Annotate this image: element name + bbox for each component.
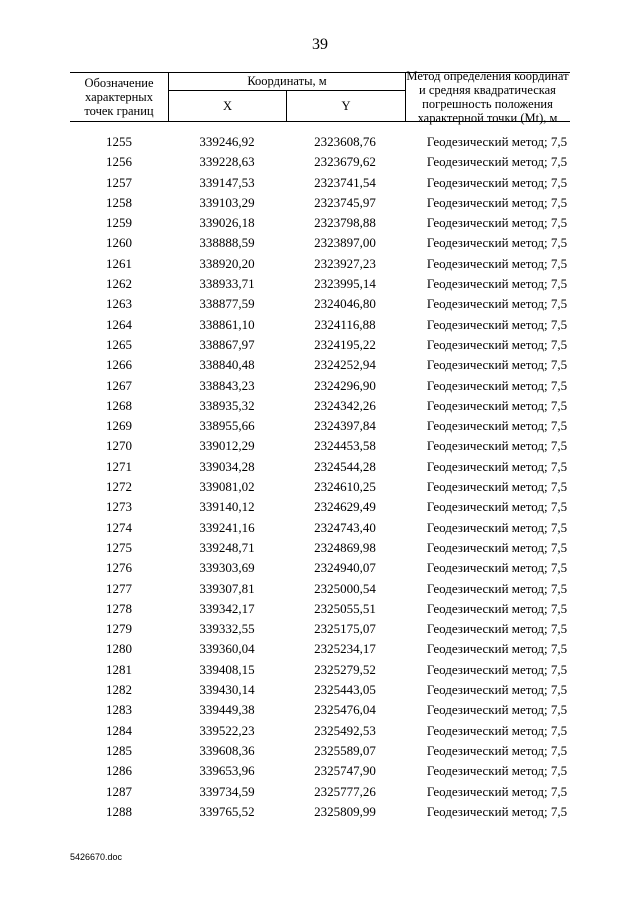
- header-designation: Обозначение характерных точек границ: [84, 76, 154, 118]
- header-coordinates: [168, 73, 406, 121]
- coord-x: 338955,66: [199, 418, 255, 434]
- method-cell: Геодезический метод; 7,5: [426, 600, 568, 616]
- method-cell: Геодезический метод; 7,5: [426, 154, 568, 170]
- table-row: [70, 376, 570, 396]
- method-cell: Геодезический метод; 7,5: [426, 803, 568, 819]
- coord-y: 2324296,90: [314, 377, 376, 393]
- point-id: 1256: [106, 154, 132, 170]
- method-cell: Геодезический метод; 7,5: [426, 560, 568, 576]
- table-row: [70, 355, 570, 375]
- method-cell: Геодезический метод; 7,5: [426, 722, 568, 738]
- table-row: [70, 680, 570, 700]
- coord-x: 339408,15: [199, 661, 255, 677]
- method-cell: Геодезический метод; 7,5: [426, 296, 568, 312]
- point-id: 1269: [106, 418, 132, 434]
- coord-x: 339342,17: [199, 600, 255, 616]
- coord-y: 2323608,76: [314, 134, 376, 149]
- header-x: X: [169, 91, 287, 121]
- coord-x: 339734,59: [199, 783, 255, 799]
- point-id: 1281: [106, 661, 132, 677]
- table-row: [70, 761, 570, 781]
- point-id: 1282: [106, 682, 132, 698]
- method-cell: Геодезический метод; 7,5: [426, 174, 568, 190]
- coord-y: 2325055,51: [314, 600, 376, 616]
- coord-y: 2323897,00: [314, 235, 376, 251]
- coord-y: 2325777,26: [314, 783, 376, 799]
- coord-y: 2325175,07: [314, 621, 376, 637]
- table-row: [70, 660, 570, 680]
- page-number: 39: [312, 36, 328, 53]
- coord-x: 339081,02: [199, 479, 255, 495]
- method-cell: Геодезический метод; 7,5: [426, 783, 568, 799]
- point-id: 1285: [106, 742, 132, 758]
- table-row: [70, 436, 570, 456]
- method-cell: Геодезический метод; 7,5: [426, 276, 568, 292]
- point-id: 1273: [106, 499, 132, 515]
- coord-x: 338867,97: [199, 336, 255, 352]
- point-id: 1288: [106, 803, 132, 819]
- table-row: [70, 152, 570, 172]
- coord-y: 2324453,58: [314, 438, 376, 454]
- header-coordinates-title: Координаты, м: [169, 73, 405, 91]
- coord-y: 2325234,17: [314, 641, 376, 657]
- method-cell: Геодезический метод; 7,5: [426, 357, 568, 373]
- coord-y: 2324397,84: [314, 418, 376, 434]
- coord-y: 2323741,54: [314, 174, 376, 190]
- table-row: [70, 416, 570, 436]
- coord-x: 338935,32: [199, 397, 255, 413]
- point-id: 1274: [106, 519, 132, 535]
- point-id: 1276: [106, 560, 132, 576]
- table-row: [70, 782, 570, 802]
- point-id: 1264: [106, 316, 132, 332]
- table-body: [70, 132, 570, 822]
- coord-y: 2325279,52: [314, 661, 376, 677]
- coord-y: 2325589,07: [314, 742, 376, 758]
- table-row: [70, 294, 570, 314]
- method-cell: Геодезический метод; 7,5: [426, 336, 568, 352]
- coord-y: 2323995,14: [314, 276, 376, 292]
- coord-x: 339034,28: [199, 458, 255, 474]
- coord-x: 339430,14: [199, 682, 255, 698]
- coord-x: 339246,92: [199, 134, 255, 149]
- coord-x: 338888,59: [199, 235, 255, 251]
- point-id: 1279: [106, 621, 132, 637]
- table-row: [70, 802, 570, 822]
- table-row: [70, 132, 570, 152]
- point-id: 1266: [106, 357, 132, 373]
- method-cell: Геодезический метод; 7,5: [426, 621, 568, 637]
- table-row: [70, 477, 570, 497]
- method-cell: Геодезический метод; 7,5: [426, 763, 568, 779]
- coord-y: 2324629,49: [314, 499, 376, 515]
- point-id: 1260: [106, 235, 132, 251]
- coord-x: 338877,59: [199, 296, 255, 312]
- point-id: 1265: [106, 336, 132, 352]
- table-row: [70, 193, 570, 213]
- coord-x: 338920,20: [199, 255, 255, 271]
- method-cell: Геодезический метод; 7,5: [426, 702, 568, 718]
- coord-x: 339307,81: [199, 580, 255, 596]
- table-row: [70, 700, 570, 720]
- point-id: 1267: [106, 377, 132, 393]
- method-cell: Геодезический метод; 7,5: [426, 255, 568, 271]
- coord-x: 339248,71: [199, 539, 255, 555]
- method-cell: Геодезический метод; 7,5: [426, 316, 568, 332]
- table-row: [70, 579, 570, 599]
- point-id: 1268: [106, 397, 132, 413]
- method-cell: Геодезический метод; 7,5: [426, 499, 568, 515]
- point-id: 1255: [106, 134, 132, 149]
- coord-y: 2323927,23: [314, 255, 376, 271]
- table-row: [70, 335, 570, 355]
- point-id: 1257: [106, 174, 132, 190]
- header-method: Метод определения координат и средняя квадратическая погрешность положения характерной точки (Mt), м: [406, 69, 569, 125]
- coord-y: 2325000,54: [314, 580, 376, 596]
- coord-x: 339012,29: [199, 438, 255, 454]
- method-cell: Геодезический метод; 7,5: [426, 194, 568, 210]
- point-id: 1263: [106, 296, 132, 312]
- method-cell: Геодезический метод; 7,5: [426, 519, 568, 535]
- coord-x: 339765,52: [199, 803, 255, 819]
- method-cell: Геодезический метод; 7,5: [426, 661, 568, 677]
- point-id: 1259: [106, 215, 132, 231]
- method-cell: Геодезический метод; 7,5: [426, 215, 568, 231]
- method-cell: Геодезический метод; 7,5: [426, 377, 568, 393]
- coord-y: 2325476,04: [314, 702, 376, 718]
- header-xy: [169, 91, 405, 121]
- table-row: [70, 173, 570, 193]
- coord-x: 338843,23: [199, 377, 255, 393]
- coord-y: 2325492,53: [314, 722, 376, 738]
- point-id: 1258: [106, 194, 132, 210]
- method-cell: Геодезический метод; 7,5: [426, 479, 568, 495]
- method-cell: Геодезический метод; 7,5: [426, 438, 568, 454]
- coord-x: 339103,29: [199, 194, 255, 210]
- point-id: 1270: [106, 438, 132, 454]
- point-id: 1278: [106, 600, 132, 616]
- method-cell: Геодезический метод; 7,5: [426, 458, 568, 474]
- table-row: [70, 538, 570, 558]
- coord-x: 339241,16: [199, 519, 255, 535]
- coord-y: 2324940,07: [314, 560, 376, 576]
- coord-y: 2325809,99: [314, 803, 376, 819]
- coord-x: 339147,53: [199, 174, 255, 190]
- table-row: [70, 396, 570, 416]
- coord-x: 338840,48: [199, 357, 255, 373]
- coord-x: 339026,18: [199, 215, 255, 231]
- point-id: 1275: [106, 539, 132, 555]
- table-row: [70, 558, 570, 578]
- coord-y: 2325443,05: [314, 682, 376, 698]
- table-row: [70, 741, 570, 761]
- table-row: [70, 518, 570, 538]
- method-cell: Геодезический метод; 7,5: [426, 134, 568, 149]
- method-cell: Геодезический метод; 7,5: [426, 580, 568, 596]
- coord-y: 2324610,25: [314, 479, 376, 495]
- coord-x: 338933,71: [199, 276, 255, 292]
- coord-y: 2324743,40: [314, 519, 376, 535]
- method-cell: Геодезический метод; 7,5: [426, 539, 568, 555]
- table-row: [70, 457, 570, 477]
- table-row: [70, 274, 570, 294]
- table-row: [70, 254, 570, 274]
- table-row: [70, 233, 570, 253]
- header-y: Y: [341, 99, 351, 113]
- coord-y: 2324046,80: [314, 296, 376, 312]
- point-id: 1280: [106, 641, 132, 657]
- coord-x: 339653,96: [199, 763, 255, 779]
- coord-x: 339228,63: [199, 154, 255, 170]
- method-cell: Геодезический метод; 7,5: [426, 397, 568, 413]
- table-row: [70, 497, 570, 517]
- coord-y: 2323798,88: [314, 215, 376, 231]
- table-row: [70, 213, 570, 233]
- point-id: 1271: [106, 458, 132, 474]
- point-id: 1286: [106, 763, 132, 779]
- point-id: 1261: [106, 255, 132, 271]
- method-cell: Геодезический метод; 7,5: [426, 641, 568, 657]
- coord-y: 2323679,62: [314, 154, 376, 170]
- point-id: 1283: [106, 702, 132, 718]
- table-row: [70, 315, 570, 335]
- coord-x: 339140,12: [199, 499, 255, 515]
- table-header: [70, 69, 570, 125]
- footer-doc-name: 5426670.doc: [70, 852, 123, 862]
- method-cell: Геодезический метод; 7,5: [426, 418, 568, 434]
- method-cell: Геодезический метод; 7,5: [426, 682, 568, 698]
- point-id: 1284: [106, 722, 132, 738]
- coord-y: 2324252,94: [314, 357, 376, 373]
- coord-x: 339449,38: [199, 702, 255, 718]
- coord-y: 2325747,90: [314, 763, 376, 779]
- point-id: 1277: [106, 580, 132, 596]
- coord-x: 339360,04: [199, 641, 255, 657]
- coord-y: 2324342,26: [314, 397, 376, 413]
- coord-y: 2324116,88: [314, 316, 376, 332]
- coord-y: 2324544,28: [314, 458, 376, 474]
- point-id: 1287: [106, 783, 132, 799]
- coord-y: 2324195,22: [314, 336, 376, 352]
- coord-x: 339332,55: [199, 621, 255, 637]
- table-row: [70, 599, 570, 619]
- coord-x: 338861,10: [199, 316, 255, 332]
- coord-y: 2323745,97: [314, 194, 376, 210]
- method-cell: Геодезический метод; 7,5: [426, 742, 568, 758]
- coord-x: 339608,36: [199, 742, 255, 758]
- table-row: [70, 619, 570, 639]
- coord-x: 339522,23: [199, 722, 255, 738]
- point-id: 1272: [106, 479, 132, 495]
- coord-y: 2324869,98: [314, 539, 376, 555]
- method-cell: Геодезический метод; 7,5: [426, 235, 568, 251]
- table-row: [70, 721, 570, 741]
- coord-x: 339303,69: [199, 560, 255, 576]
- point-id: 1262: [106, 276, 132, 292]
- table-row: [70, 639, 570, 659]
